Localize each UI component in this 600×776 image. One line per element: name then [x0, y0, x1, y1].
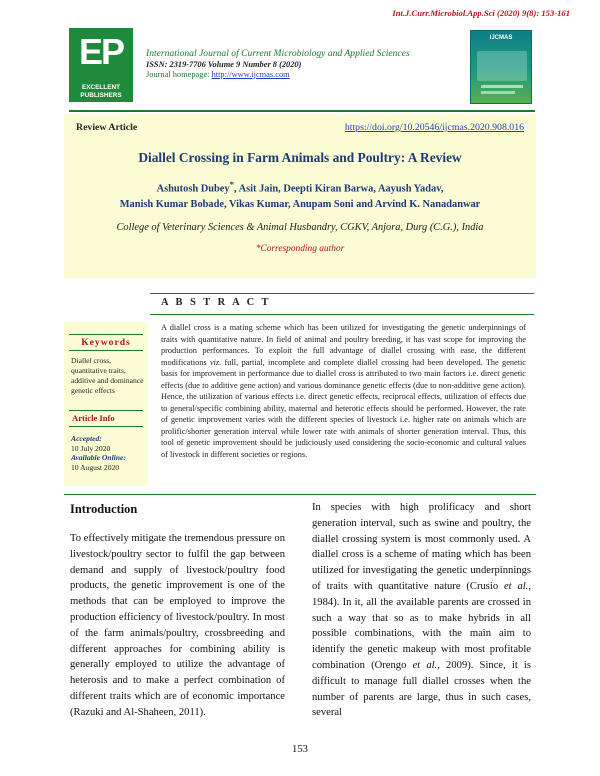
- body-text-part: In species with high prolificacy and short generation interval, such as swine and poultry, the diallel crossing system is most commonly used. A diallel cross is a scheme of mating which has been utilized for investigating the genetic underpinnings of traits with quantitative nature (Crusio: [312, 502, 531, 592]
- article-meta-row: [76, 122, 524, 133]
- info-sidebar: [64, 322, 148, 486]
- running-head: Int.J.Curr.Microbiol.App.Sci (2020) 9(8): 153-161: [392, 8, 570, 18]
- header-divider: [69, 110, 535, 112]
- co-authors: , Asit Jain, Deepti Kiran Barwa, Aayush Yadav,: [233, 183, 444, 195]
- abstract-part: full, partial, incomplete and complete diallel crossing had been developed. The genetic basis for improvement in performance due to diallel cross is attributed to two main factors i.e. direct genetic effects (due to additive gene action) and various dominance genetic effects (due to non-additive gene action). Hence, the utilization of various effects i.e. direct genetic effects, reciprocal effects, utilization of effects due to general/specific combining ability, maternal and heterotic effects should be performed. However, the rate of genetic improvement varies with the different species of livestock i.e. higher rate on animals which are prolific/shorter generation interval while lower rate with animals of shorter generation interval. Thus, this tool of genetic improvement should be judiciously used considering the socio-economic and cultural values of livestock in different societies or regions.: [161, 357, 526, 459]
- journal-info: [146, 48, 466, 79]
- title-box: [64, 114, 536, 278]
- author-list: [64, 176, 536, 213]
- body-text-part: et al.,: [412, 659, 440, 671]
- logo-text-line2: PUBLISHERS: [80, 92, 122, 99]
- journal-cover-image: [470, 30, 532, 104]
- cover-line: [481, 91, 515, 94]
- keywords-heading: Keywords: [69, 334, 143, 351]
- abstract-part: A diallel cross is a mating scheme which has been utilized for investigating the genetic underpinnings of traits with quantitative nature. In field of animal and poultry breeding, it has vast scope for improving the production performances. To exploit the full advantage of diallel crossing with ease, the different modifications: [161, 323, 526, 367]
- available-date: 10 August 2020: [71, 462, 120, 472]
- logo-letters: EP: [78, 31, 124, 72]
- body-text-part: 2009). Since, it is difficult to manage full diallel crosses when the number of parents are large, thus in such cases, several: [312, 659, 531, 719]
- article-info-heading: Article Info: [69, 410, 143, 427]
- logo-publisher-text: [69, 84, 133, 100]
- abstract-rule: [150, 314, 534, 315]
- corresponding-author-note: *Corresponding author: [255, 244, 345, 254]
- abstract-top-rule: [150, 293, 534, 294]
- affiliation: College of Veterinary Sciences & Animal Husbandry, CGKV, Anjora, Durg (C.G.), India: [116, 222, 484, 233]
- article-dates: [71, 434, 147, 472]
- page-number: 153: [292, 744, 308, 755]
- homepage-link[interactable]: http://www.ijcmas.com: [211, 70, 290, 79]
- abstract-part: viz.: [209, 357, 222, 367]
- publisher-logo: [69, 28, 133, 102]
- abstract-heading: A B S T R A C T: [161, 297, 271, 308]
- issn-line: ISSN: 2319-7706 Volume 9 Number 8 (2020): [146, 60, 302, 69]
- body-column-left: To effectively mitigate the tremendous pressure on livestock/poultry sector to fulfil the gap between demand and supply of livestock/poultry food products, the genetic improvement is one of the methods that can be employed to improve the production efficiency of livestock/poultry. In most of the farm animals/poultry, crossbreeding and different approaches for combining ability is generally employed to utilize the advantage of heterosis and to make a perfect combination of different traits which are of economic importance (Razuki and Al-Shaheen, 2011).: [70, 533, 285, 718]
- cover-graphic: [477, 51, 527, 81]
- body-text-part: 1984). In it, all the available parents are crossed in such a way that so as to make hybrids in all possible combinations, with the main aim to identify the genetic makeup with most profitable combination (Orengo: [312, 596, 531, 671]
- homepage-label: Journal homepage:: [146, 70, 212, 79]
- first-author: Ashutosh Dubey: [156, 183, 230, 195]
- journal-homepage: [146, 70, 466, 79]
- section-heading-introduction: Introduction: [70, 502, 138, 516]
- accepted-label: Accepted:: [71, 434, 102, 443]
- corresponding-mark: *: [229, 179, 234, 189]
- accepted-date: 10 July 2020: [71, 443, 111, 453]
- journal-name: International Journal of Current Microbiology and Applied Sciences: [146, 48, 410, 59]
- doi-link[interactable]: https://doi.org/10.20546/ijcmas.2020.908.016: [344, 122, 524, 133]
- logo-text-line1: EXCELLENT: [82, 84, 120, 91]
- body-column-right: [312, 500, 531, 721]
- keywords-list: Diallel cross, quantitative traits, additive and dominance genetic effects: [71, 356, 144, 395]
- available-label: Available Online:: [71, 453, 126, 463]
- abstract-text: [161, 322, 526, 460]
- cover-line: [481, 85, 523, 88]
- article-type: Review Article: [76, 122, 138, 133]
- cover-title: IJCMAS: [489, 35, 513, 41]
- article-title: Diallel Crossing in Farm Animals and Poultry: A Review: [138, 150, 462, 165]
- body-text-part: et al.,: [503, 580, 531, 592]
- authors-line-2: Manish Kumar Bobade, Vikas Kumar, Anupam Soni and Arvind K. Nanadanwar: [119, 199, 481, 211]
- body-divider: [64, 494, 536, 495]
